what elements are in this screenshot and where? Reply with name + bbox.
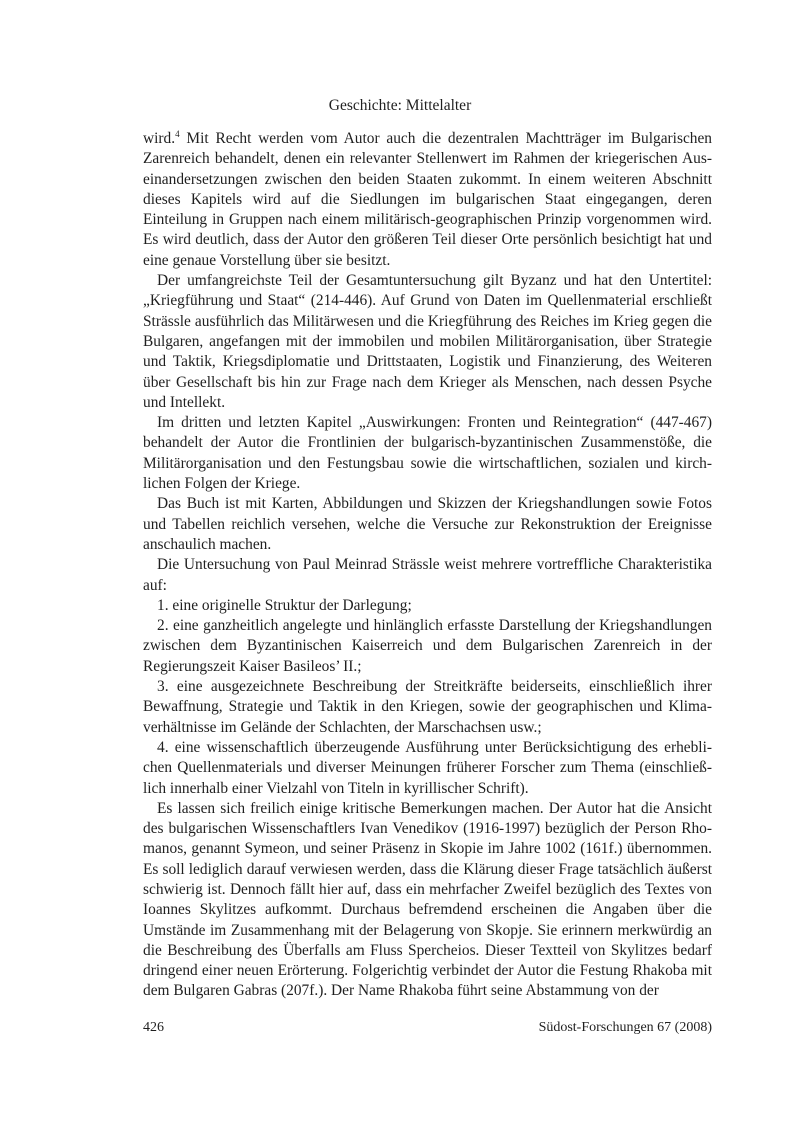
- journal-citation: Südost-Forschungen 67 (2008): [538, 1020, 712, 1035]
- page-number: 426: [143, 1020, 164, 1035]
- paragraph-1-text: Mit Recht werden vom Autor auch die dezentralen Machtträger im Bulgarischen Zarenreich behandelt, denen ein relevanter Stellenwert im Rahmen der kriegerischen Auseinandersetzungen zwischen den beiden Staaten zukommt. In einem weiteren Abschnitt dieses Kapitels wird auf die Siedlungen im bulgarischen Staat eingegangen, deren Einteilung in Gruppen nach einem militärisch-geographischen Prinzip vorgenommen wird. Es wird deutlich, dass der Autor den größeren Teil dieser Orte persönlich besichtigt hat und eine genaue Vorstellung über sie besitzt.: [143, 130, 712, 269]
- paragraph-1-start: wird.: [143, 130, 176, 147]
- footnote-marker[interactable]: 4: [175, 129, 180, 139]
- paragraph-1: [143, 129, 712, 271]
- list-item-2: 2. eine ganzheitlich angelegte und hinlänglich erfasste Darstellung der Kriegshandlungen zwischen dem Byzantinischen Kaiserreich und dem Bulgarischen Zarenreich in der Regierungszeit Kaiser Basileos’ II.;: [143, 617, 712, 675]
- list-item-3: 3. eine ausgezeichnete Beschreibung der Streitkräfte beiderseits, einschließlich ihrer Bewaffnung, Strategie und Taktik in den Kriegen, sowie der geographischen und Klimaverhältnisse im Gelände der Schlachten, der Marschachsen usw.;: [143, 678, 712, 736]
- page-footer: [143, 1018, 712, 1038]
- list-item-4: 4. eine wissenschaftlich überzeugende Ausführung unter Berücksichtigung des erheblichen Quellenmaterials und diverser Meinungen früherer Forscher zum Thema (einschließlich innerhalb einer Vielzahl von Titeln in kyrillischer Schrift).: [143, 738, 712, 797]
- paragraph-4: Das Buch ist mit Karten, Abbildungen und Skizzen der Kriegshandlungen sowie Fotos und Tabellen reichlich versehen, welche die Versuche zur Rekonstruktion der Ereignisse anschaulich machen.: [143, 495, 712, 553]
- list-item-1: 1. eine originelle Struktur der Darlegung;: [157, 596, 412, 614]
- paragraph-2: Der umfangreichste Teil der Gesamtuntersuchung gilt Byzanz und hat den Untertitel: „Kriegführung und Staat“ (214-446). Auf Grund von Daten im Quellenmaterial erschließt Strässle ausführlich das Militärwesen und die Kriegführung des Reiches im Krieg gegen die Bulgaren, angefangen mit der immobilen und mobilen Militärorganisation, über Strategie und Taktik, Kriegsdiplomatie und Drittstaaten, Logistik und Finanzierung, des Weiteren über Gesellschaft bis hin zur Frage nach dem Krieger als Menschen, nach dessen Psyche und Intellekt.: [143, 272, 712, 411]
- paragraph-3: Im dritten und letzten Kapitel „Auswirkungen: Fronten und Reintegration“ (447-467) behandelt der Autor die Frontlinien der bulgarisch-byzantinischen Zusammenstöße, die Militärorganisation und den Festungsbau sowie die wirtschaftlichen, sozialen und kirchlichen Folgen der Kriege.: [143, 414, 712, 493]
- paragraph-5: Die Untersuchung von Paul Meinrad Strässle weist mehrere vortreffliche Charakteristika auf:: [143, 556, 712, 594]
- paragraph-6: Es lassen sich freilich einige kritische Bemerkungen machen. Der Autor hat die Ansicht des bulgarischen Wissenschaftlers Ivan Venedikov (1916-1997) bezüglich der Person Rhomanos, genannt Symeon, und seiner Präsenz in Skopie im Jahre 1002 (161f.) übernommen. Es soll lediglich darauf verwiesen werden, dass die Klärung dieser Frage tatsächlich äußerst schwierig ist. Dennoch fällt hier auf, dass ein mehrfacher Zweifel bezüglich des Textes von Ioannes Skylitzes aufkommt. Durchaus befremdend erscheinen die Angaben über die Umstände im Zusammenhang mit der Belagerung von Skopje. Sie erinnern merkwürdig an die Beschreibung des Überfalls am Fluss Spercheios. Dieser Textteil von Skylitzes bedarf dringend einer neuen Erörterung. Folgerichtig verbindet der Autor die Festung Rhakoba mit dem Bulgaren Gabras (207f.). Der Name Rhakoba führt seine Abstammung von der: [143, 799, 712, 1000]
- running-header: [0, 96, 800, 116]
- running-header-title: Geschichte: Mittelalter: [328, 97, 472, 114]
- article-body: [143, 129, 712, 1002]
